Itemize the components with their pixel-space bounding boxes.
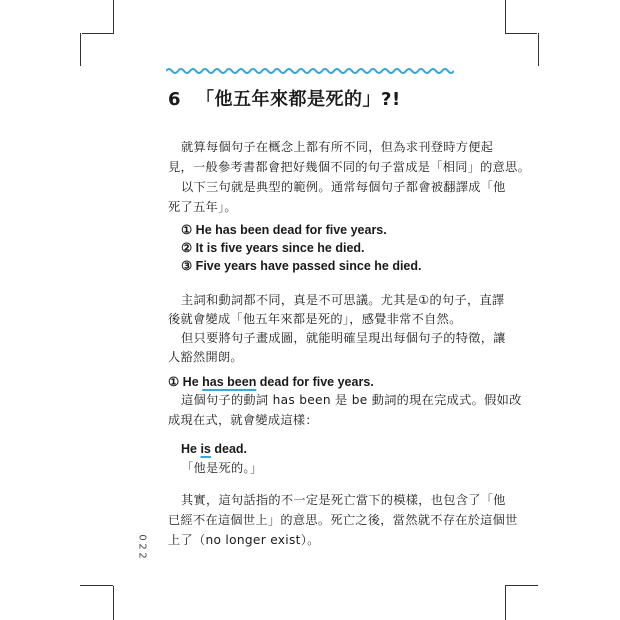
body-line: 死了五年」。 — [168, 200, 237, 214]
body-line: 見，一般參考書都會把好幾個不同的句子當成是「相同」的意思。 — [168, 160, 531, 174]
body-line: 已經不在這個世上」的意思。死亡之後，當然就不存在於這個世 — [168, 513, 518, 527]
body-line: 以下三句就是典型的範例。通常每個句子都會被翻譯成「他 — [181, 180, 506, 194]
crop-mark — [113, 0, 114, 33]
crop-mark — [80, 585, 113, 586]
example-sentence: ① He has been dead for five years. — [181, 223, 387, 237]
crop-mark — [113, 586, 114, 620]
example-verb: is — [200, 442, 211, 456]
body-line: 人豁然開朗。 — [168, 350, 243, 364]
crop-mark — [505, 0, 506, 33]
chapter-number: 6 — [168, 89, 182, 110]
section-heading-suffix: dead for five years. — [256, 375, 374, 389]
chapter-title: 「他五年來都是死的」?! — [196, 89, 401, 110]
section-heading-prefix: ① He — [168, 375, 203, 389]
body-line: 這個句子的動詞 has been 是 be 動詞的現在完成式。假如改 — [181, 393, 522, 407]
section-heading — [168, 373, 374, 391]
example-sentence — [181, 440, 247, 458]
page-number — [137, 533, 147, 560]
crop-mark — [538, 33, 539, 66]
body-line: 主詞和動詞都不同，真是不可思議。尤其是①的句子，直譯 — [181, 293, 505, 307]
page-number-digit: 0 — [136, 534, 148, 541]
body-line: 成現在式，就會變成這樣： — [168, 413, 318, 427]
example-sentence: ③ Five years have passed since he died. — [181, 259, 422, 273]
body-line: 其實，這句話指的不一定是死亡當下的模樣，也包含了「他 — [181, 493, 506, 507]
chapter-wave-rule — [166, 66, 454, 76]
crop-mark — [505, 33, 537, 34]
page-number-digit: 2 — [136, 543, 148, 550]
chapter-heading — [168, 85, 401, 111]
example-suffix: dead. — [210, 442, 248, 456]
body-line: 後就會變成「他五年來都是死的」，感覺非常不自然。 — [168, 312, 462, 326]
crop-mark — [505, 585, 538, 586]
crop-mark — [80, 33, 81, 66]
body-line: 但只要將句子畫成圖，就能明確呈現出每個句子的特徵，讓 — [181, 331, 506, 345]
crop-mark — [505, 586, 506, 620]
example-prefix: He — [181, 442, 201, 456]
body-line: 上了（no longer exist）。 — [168, 533, 320, 547]
example-translation: 「他是死的。」 — [181, 461, 263, 475]
crop-mark — [82, 33, 114, 34]
body-line: 就算每個句子在概念上都有所不同，但為求刊登時方便起 — [181, 140, 494, 154]
example-sentence: ② It is five years since he died. — [181, 241, 365, 255]
section-heading-verb: has been — [202, 375, 257, 389]
page-number-digit: 2 — [136, 552, 148, 559]
